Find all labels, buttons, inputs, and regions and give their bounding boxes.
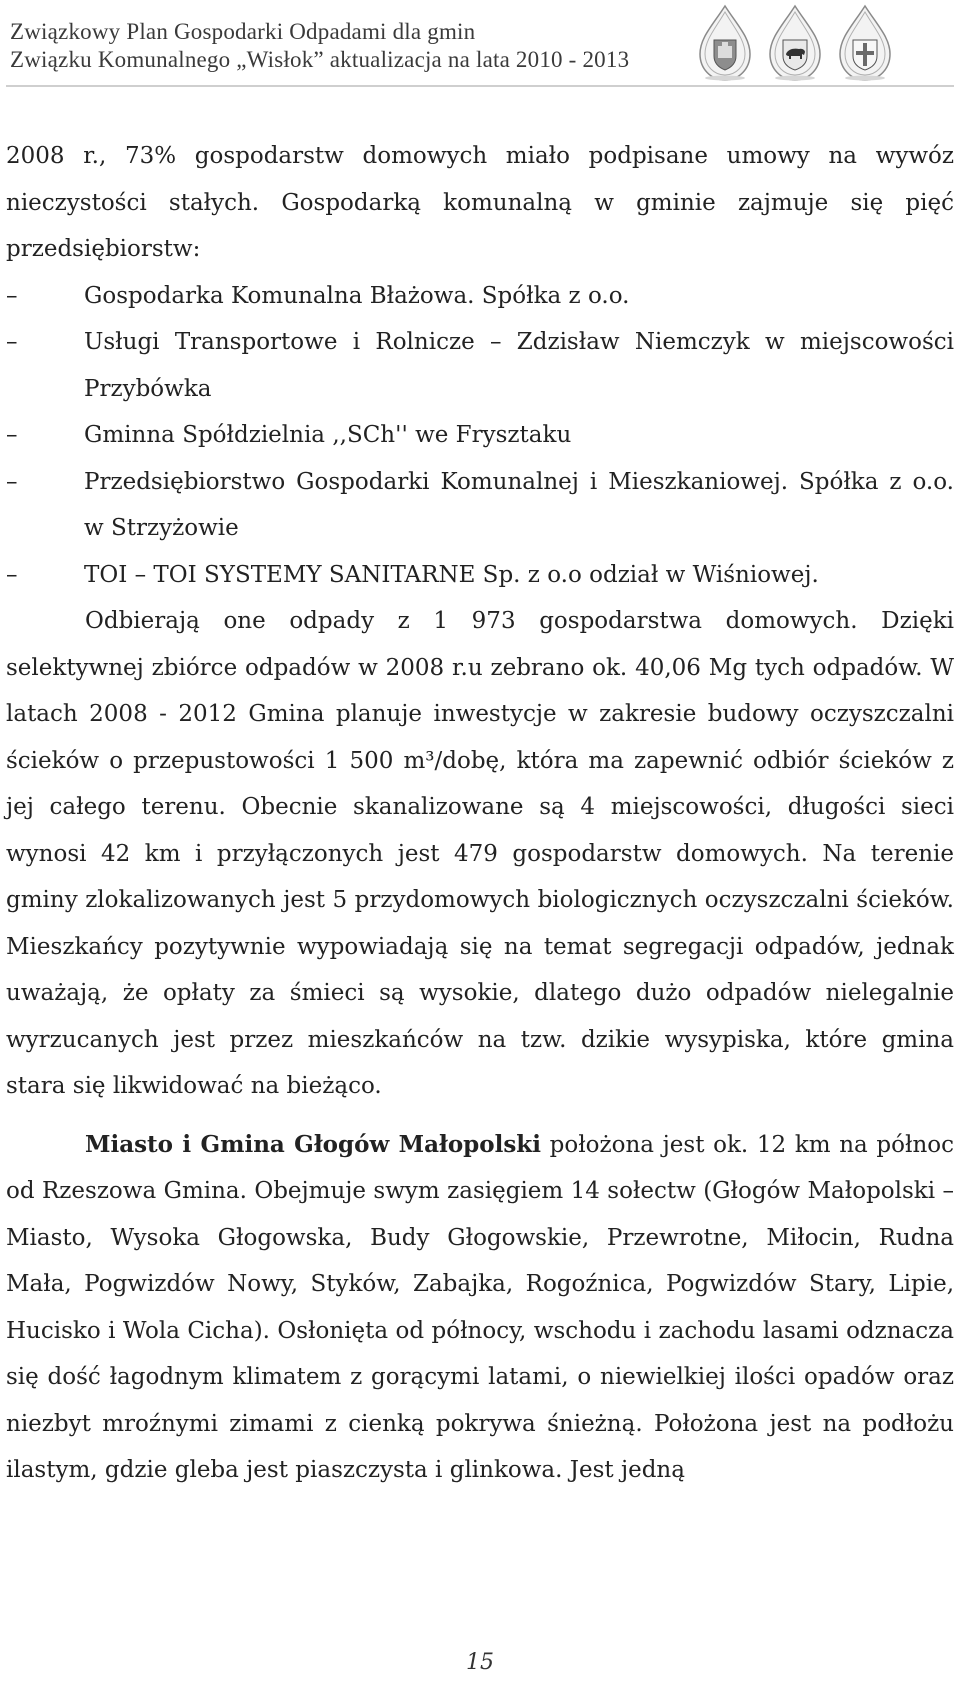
page-header bbox=[0, 0, 960, 100]
list-dash: – bbox=[6, 329, 18, 355]
list-item-text: Gospodarka Komunalna Błażowa. Spółka z o.o. bbox=[84, 282, 630, 309]
paragraph-2-text: położona jest ok. 12 km na północ od Rzeszowa Gmina. Obejmuje swym zasięgiem 14 sołectw (Głogów Małopolski – Miasto, Wysoka Głogowska, Budy Głogowskie, Przewrotne, Miłocin, Rudna Mała, Pogwizdów Nowy, Styków, Zabajka, Rogoźnica, Pogwizdów Stary, Lipie, Hucisko i Wola Cicha). Osłonięta od północy, wschodu i zachodu lasami odznacza się dość łagodnym klimatem z gorącymi latami, o niewielkiej ilości opadów oraz niezbyt mroźnymi zimami z cienką pokrywa śnieżną. Położona jest na podłożu ilastym, gdzie gleba jest piaszczysta i glinkowa. Jest jedną bbox=[6, 1131, 954, 1483]
list-dash: – bbox=[6, 282, 18, 309]
list-dash: – bbox=[6, 422, 18, 448]
intro-line-2: nieczystości stałych. Gospodarką komunalną w gminie zajmuje się pięć bbox=[6, 189, 954, 216]
list-item bbox=[6, 552, 954, 599]
intro-line-3: przedsiębiorstw: bbox=[6, 236, 201, 262]
list-item bbox=[6, 319, 954, 412]
paragraph-2 bbox=[6, 1122, 954, 1494]
list-item-text: Przedsiębiorstwo Gospodarki Komunalnej i Mieszkaniowej. Spółka z o.o. w Strzyżowie bbox=[84, 468, 954, 541]
crest-logo-3 bbox=[834, 4, 896, 82]
list-item bbox=[6, 412, 954, 459]
list-dash: – bbox=[6, 561, 18, 588]
paragraph-1: Odbierają one odpady z 1 973 gospodarstwa domowych. Dzięki selektywnej zbiórce odpadów w 2008 r.u zebrano ok. 40,06 Mg tych odpadów. W latach 2008 - 2012 Gmina planuje inwestycje w zakresie budowy oczyszczalni ścieków o przepustowości 1 500 m³/dobę, która ma zapewnić odbiór ścieków z jej całego terenu. Obecnie skanalizowane są 4 miejscowości, długości sieci wynosi 42 km i przyłączonych jest 479 gospodarstw domowych. Na terenie gminy zlokalizowanych jest 5 przydomowych biologicznych oczyszczalni ścieków. Mieszkańcy pozytywnie wypowiadają się na temat segregacji odpadów, jednak uważają, że opłaty za śmieci są wysokie, dlatego dużo odpadów nielegalnie wyrzucanych jest przez mieszkańców na tzw. dzikie wysypiska, które gmina stara się likwidować na bieżąco. bbox=[6, 608, 954, 1099]
header-title-line1: Związkowy Plan Gospodarki Odpadami dla gmin bbox=[10, 19, 476, 44]
page-number: 15 bbox=[466, 1650, 494, 1675]
header-title-line2: Związku Komunalnego „Wisłok” aktualizacja na lata 2010 - 2013 bbox=[10, 47, 630, 72]
crest-logo-1 bbox=[694, 4, 756, 82]
list-item-text: Gminna Spółdzielnia ,,SCh'' we Frysztaku bbox=[84, 422, 572, 448]
list-item bbox=[6, 459, 954, 552]
list-item-text: Usługi Transportowe i Rolnicze – Zdzisław Niemczyk w miejscowości Przybówka bbox=[84, 329, 954, 402]
crest-logo-2 bbox=[764, 4, 826, 82]
intro-line-1: 2008 r., 73% gospodarstw domowych miało podpisane umowy na wywóz bbox=[6, 143, 954, 169]
paragraph-2-heading: Miasto i Gmina Głogów Małopolski bbox=[85, 1130, 541, 1158]
page-content bbox=[6, 133, 954, 1494]
header-rule bbox=[6, 85, 954, 87]
header-title bbox=[10, 18, 629, 74]
list-dash: – bbox=[6, 468, 18, 495]
list-item bbox=[6, 273, 954, 320]
paragraph-spacer bbox=[6, 1110, 954, 1122]
list-item-text: TOI – TOI SYSTEMY SANITARNE Sp. z o.o odział w Wiśniowej. bbox=[84, 561, 819, 588]
